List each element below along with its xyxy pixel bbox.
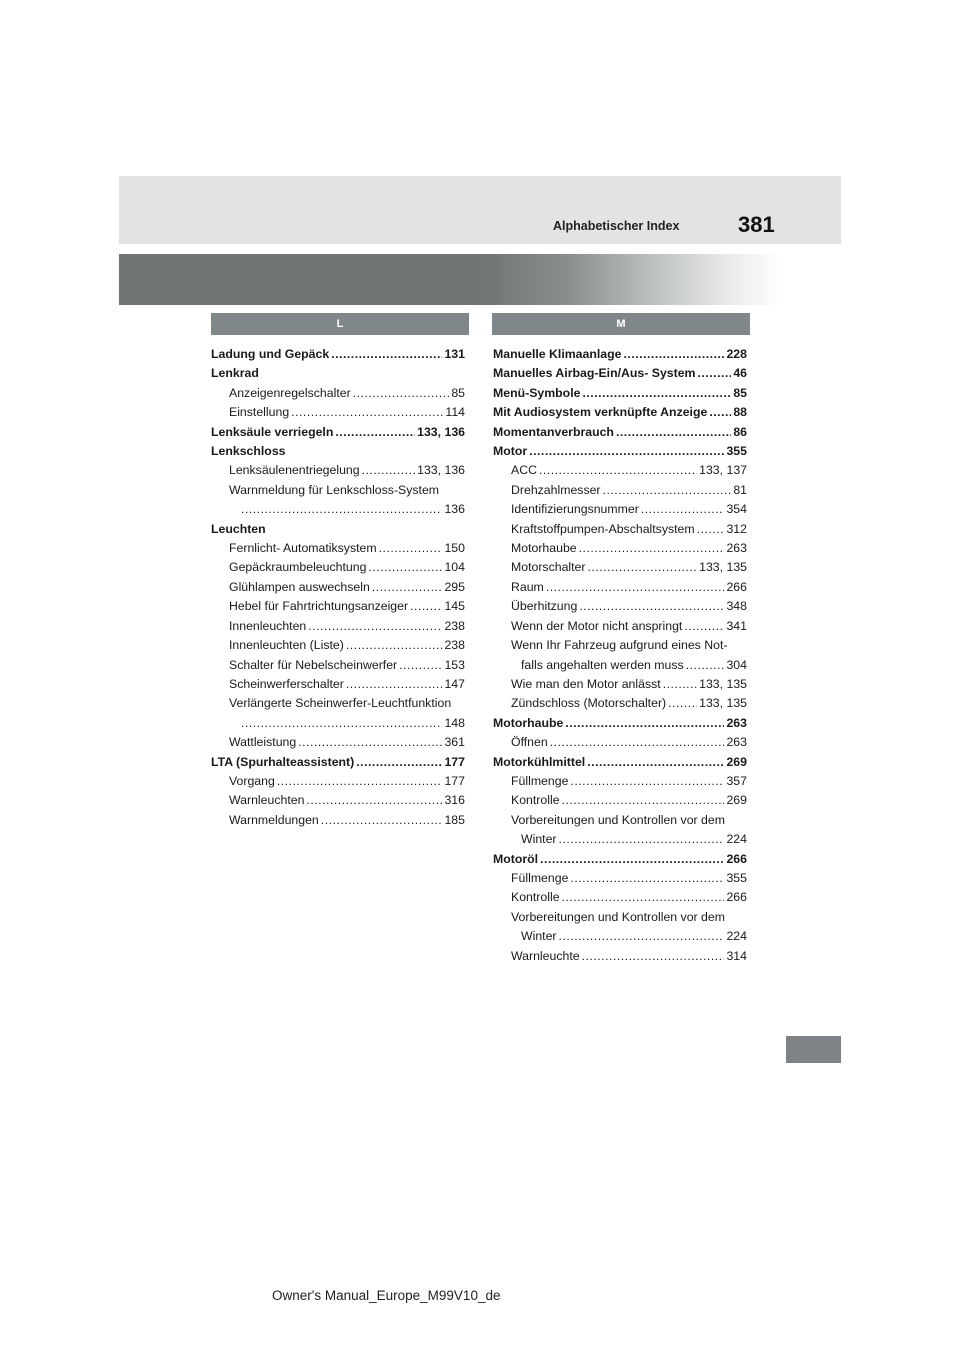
dot-leader — [372, 578, 443, 597]
index-entry-pages: 269 — [726, 754, 747, 769]
index-entry-label: Winter — [521, 832, 557, 847]
index-entry-label: Leuchten — [211, 521, 266, 536]
index-entry — [211, 636, 465, 655]
index-entry-label: Anzeigenregelschalter — [229, 385, 351, 400]
dot-leader — [529, 442, 724, 461]
index-entry-label: Wattleistung — [229, 735, 297, 750]
index-entry — [493, 461, 747, 480]
index-entry-pages: 133, 135 — [699, 676, 747, 691]
index-entry-label: Warnleuchten — [229, 793, 305, 808]
dot-leader — [399, 656, 442, 675]
dot-leader — [684, 617, 724, 636]
index-entry-label: Schalter für Nebelscheinwerfer — [229, 657, 398, 672]
index-entry-label: Vorbereitungen und Kontrollen vor dem — [511, 909, 725, 924]
index-entry-pages: 131 — [444, 347, 465, 361]
dot-leader — [562, 888, 725, 907]
index-entry-label: Wenn Ihr Fahrzeug aufgrund eines Not- — [511, 638, 728, 653]
dot-leader — [570, 772, 724, 791]
dot-leader — [539, 461, 697, 480]
index-entry-pages: 238 — [444, 618, 465, 633]
index-entry-pages: 238 — [444, 638, 465, 653]
index-entry-label: Manuelles Airbag-Ein/Aus- System — [493, 366, 696, 381]
dot-leader — [570, 869, 724, 888]
dot-leader — [346, 636, 443, 655]
thumb-index-tab — [786, 1036, 841, 1063]
dot-leader — [698, 364, 732, 383]
index-entry-pages: 263 — [726, 715, 747, 730]
dot-leader — [582, 384, 731, 403]
index-entry — [211, 442, 465, 461]
index-entry — [493, 403, 747, 422]
dot-leader — [559, 927, 725, 946]
dot-leader — [321, 811, 443, 830]
index-entry-label: Lenkrad — [211, 366, 259, 381]
dot-leader — [579, 539, 725, 558]
index-entry-pages: 228 — [726, 347, 747, 361]
dot-leader — [335, 423, 415, 442]
index-entry — [493, 578, 747, 597]
index-entry-label: Drehzahlmesser — [511, 482, 601, 497]
index-entry-label: Verlängerte Scheinwerfer-Leuchtfunktion — [229, 696, 452, 711]
index-entry-label: Motorhaube — [493, 715, 564, 730]
index-entry-pages: 263 — [726, 541, 747, 556]
index-entry-label: Wenn der Motor nicht anspringt — [511, 618, 683, 633]
index-entry — [493, 714, 747, 733]
index-entry-pages: 145 — [444, 599, 465, 614]
dot-leader — [709, 403, 731, 422]
index-entry — [493, 850, 747, 869]
dot-leader — [368, 558, 442, 577]
index-entry-pages: 355 — [726, 444, 747, 459]
dot-leader — [697, 520, 725, 539]
index-entry-label: Lenksäule verriegeln — [211, 424, 334, 439]
dot-leader — [603, 481, 732, 500]
index-entry — [211, 520, 465, 539]
index-entry-pages: 348 — [726, 599, 747, 614]
index-entry — [211, 481, 465, 500]
decorative-gradient-bar — [119, 254, 781, 305]
index-entry-pages: 269 — [726, 793, 747, 808]
index-entry-pages: 133, 135 — [699, 560, 747, 575]
dot-leader — [559, 830, 725, 849]
index-entry-label: Scheinwerferschalter — [229, 676, 344, 691]
index-entry-pages: 304 — [726, 657, 747, 672]
index-entry-pages: 114 — [445, 405, 465, 420]
index-entry-label: Identifizierungsnummer — [511, 502, 639, 517]
dot-leader — [540, 850, 724, 869]
index-entry — [493, 500, 747, 519]
index-entry-pages: 150 — [444, 541, 465, 556]
index-column-l — [211, 345, 465, 830]
index-entry — [211, 694, 465, 713]
dot-leader — [379, 539, 443, 558]
index-entry-pages: 177 — [444, 754, 465, 769]
index-entry-pages: 133, 137 — [699, 463, 747, 478]
index-entry-pages: 147 — [444, 676, 465, 691]
index-entry-pages: 185 — [444, 812, 465, 827]
index-entry-label: Mit Audiosystem verknüpfte Anzeige — [493, 405, 708, 420]
index-entry-label: Wie man den Motor anlässt — [511, 676, 661, 691]
index-entry-label: Winter — [521, 929, 557, 944]
index-entry — [493, 675, 747, 694]
dot-leader — [362, 461, 416, 480]
index-entry-pages: 133, 136 — [417, 424, 465, 439]
dot-leader — [623, 345, 724, 364]
index-entry — [211, 345, 465, 364]
dot-leader — [668, 694, 697, 713]
index-entry — [211, 403, 465, 422]
dot-leader — [331, 345, 442, 364]
index-entry-pages: 361 — [444, 735, 465, 750]
index-entry-label: Kraftstoffpumpen-Abschaltsystem — [511, 521, 695, 536]
index-entry — [493, 364, 747, 383]
dot-leader — [306, 791, 442, 810]
index-entry-pages: 136 — [444, 502, 465, 517]
index-entry — [211, 733, 465, 752]
dot-leader — [353, 384, 450, 403]
index-entry-label: Menü-Symbole — [493, 385, 581, 400]
index-entry — [493, 384, 747, 403]
index-entry-label: Zündschloss (Motorschalter) — [511, 696, 667, 711]
index-entry — [493, 733, 747, 752]
index-entry-label: Füllmenge — [511, 870, 569, 885]
index-entry-label: Warnleuchte — [511, 948, 580, 963]
index-entry-label: Momentanverbrauch — [493, 424, 614, 439]
index-entry — [211, 364, 465, 383]
index-entry-label: Warnmeldungen — [229, 812, 319, 827]
index-entry-pages: 46 — [733, 366, 747, 381]
index-entry-label: Glühlampen auswechseln — [229, 579, 370, 594]
dot-leader — [308, 617, 442, 636]
index-entry-label: Innenleuchten — [229, 618, 307, 633]
index-entry-label: Innenleuchten (Liste) — [229, 638, 344, 653]
index-entry-label: Überhitzung — [511, 599, 578, 614]
page-number: 381 — [738, 212, 775, 237]
index-entry-label: Motorschalter — [511, 560, 586, 575]
index-entry — [211, 772, 465, 791]
index-entry — [211, 675, 465, 694]
index-entry — [493, 520, 747, 539]
index-entry-pages: 354 — [726, 502, 747, 517]
index-entry — [211, 656, 465, 675]
dot-leader — [588, 558, 698, 577]
index-entry-pages: 85 — [451, 385, 465, 400]
header-band — [119, 176, 841, 244]
index-entry-pages: 81 — [733, 482, 747, 497]
index-entry-label: Hebel für Fahrtrichtungsanzeiger — [229, 599, 409, 614]
index-entry — [493, 656, 747, 675]
index-entry-label: Vorgang — [229, 773, 275, 788]
index-entry — [211, 423, 465, 442]
index-entry-label: Manuelle Klimaanlage — [493, 347, 622, 361]
index-entry-label: Lenkschloss — [211, 444, 286, 459]
dot-leader — [546, 578, 725, 597]
dot-leader — [410, 597, 442, 616]
index-entry-label: Kontrolle — [511, 793, 560, 808]
dot-leader — [616, 423, 731, 442]
index-entry — [493, 791, 747, 810]
letter-heading-m: M — [492, 313, 750, 335]
index-entry — [211, 558, 465, 577]
section-title: Alphabetischer Index — [553, 219, 680, 233]
index-entry-pages: 85 — [733, 385, 747, 400]
index-entry — [493, 442, 747, 461]
index-entry-pages: 295 — [444, 579, 465, 594]
index-entry — [211, 384, 465, 403]
index-entry-label: Motorkühlmittel — [493, 754, 586, 769]
dot-leader — [346, 675, 443, 694]
index-entry-pages: 224 — [726, 929, 747, 944]
dot-leader — [686, 656, 725, 675]
index-entry-label: Vorbereitungen und Kontrollen vor dem — [511, 812, 725, 827]
index-entry — [493, 888, 747, 907]
index-entry-pages: 314 — [726, 948, 747, 963]
index-entry — [211, 578, 465, 597]
index-entry — [493, 772, 747, 791]
dot-leader — [641, 500, 725, 519]
dot-leader — [582, 947, 725, 966]
index-entry-label: Ladung und Gepäck — [211, 347, 330, 361]
index-entry-label: Fernlicht- Automatiksystem — [229, 541, 377, 556]
index-entry-pages: 266 — [726, 579, 747, 594]
dot-leader — [550, 733, 725, 752]
index-entry-label: Warnmeldung für Lenkschloss-System — [229, 482, 440, 497]
index-entry-pages: 104 — [444, 560, 465, 575]
dot-leader — [579, 597, 724, 616]
index-entry — [493, 927, 747, 946]
index-entry — [493, 908, 747, 927]
index-entry — [211, 791, 465, 810]
index-entry-label: LTA (Spurhalteassistent) — [211, 754, 355, 769]
index-entry — [493, 753, 747, 772]
dot-leader — [663, 675, 697, 694]
index-entry-label: Kontrolle — [511, 890, 560, 905]
index-entry — [211, 597, 465, 616]
index-entry-label: Motor — [493, 444, 528, 459]
dot-leader — [562, 791, 725, 810]
index-entry — [493, 830, 747, 849]
index-entry-pages: 263 — [726, 735, 747, 750]
index-entry-label: Öffnen — [511, 735, 548, 750]
dot-leader — [356, 753, 442, 772]
footer-document-id: Owner's Manual_Europe_M99V10_de — [272, 1288, 501, 1303]
index-entry — [493, 481, 747, 500]
index-entry-pages: 266 — [726, 851, 747, 866]
index-entry-label: Füllmenge — [511, 773, 569, 788]
index-entry — [493, 597, 747, 616]
index-entry-pages: 133, 135 — [699, 696, 747, 711]
index-entry — [493, 947, 747, 966]
index-entry-label: Motoröl — [493, 851, 539, 866]
index-entry-label: falls angehalten werden muss — [521, 657, 684, 672]
index-entry-pages: 316 — [444, 793, 465, 808]
index-entry — [493, 617, 747, 636]
index-entry-label: Einstellung — [229, 405, 290, 420]
index-entry — [493, 694, 747, 713]
index-entry-pages: 357 — [726, 773, 747, 788]
index-entry-label: ACC — [511, 463, 537, 478]
index-entry-pages: 88 — [733, 405, 747, 420]
letter-heading-l: L — [211, 313, 469, 335]
index-entry — [493, 558, 747, 577]
index-entry-pages: 153 — [444, 657, 465, 672]
index-entry-label: Lenksäulenentriegelung — [229, 463, 360, 478]
index-entry — [493, 345, 747, 364]
index-entry — [493, 636, 747, 655]
index-entry — [211, 714, 465, 733]
index-entry — [211, 811, 465, 830]
index-entry-label: Gepäckraumbeleuchtung — [229, 560, 367, 575]
index-entry — [211, 617, 465, 636]
dot-leader — [241, 714, 442, 733]
index-entry-pages: 86 — [733, 424, 747, 439]
index-entry-pages: 355 — [726, 870, 747, 885]
index-entry — [493, 423, 747, 442]
index-entry-label: Motorhaube — [511, 541, 577, 556]
index-entry-pages: 312 — [726, 521, 747, 536]
dot-leader — [298, 733, 442, 752]
index-entry — [493, 869, 747, 888]
index-entry-pages: 133, 136 — [417, 463, 465, 478]
dot-leader — [277, 772, 443, 791]
index-entry — [211, 500, 465, 519]
dot-leader — [587, 753, 724, 772]
index-entry — [211, 539, 465, 558]
index-entry-pages: 224 — [726, 832, 747, 847]
index-entry-pages: 266 — [726, 890, 747, 905]
dot-leader — [565, 714, 724, 733]
index-entry — [211, 461, 465, 480]
index-entry-label: Raum — [511, 579, 544, 594]
index-entry — [493, 811, 747, 830]
index-column-m — [493, 345, 747, 966]
index-entry-pages: 177 — [444, 773, 465, 788]
dot-leader — [241, 500, 442, 519]
dot-leader — [291, 403, 443, 422]
index-entry — [493, 539, 747, 558]
index-entry-pages: 341 — [726, 618, 747, 633]
index-entry — [211, 753, 465, 772]
index-entry-pages: 148 — [444, 715, 465, 730]
